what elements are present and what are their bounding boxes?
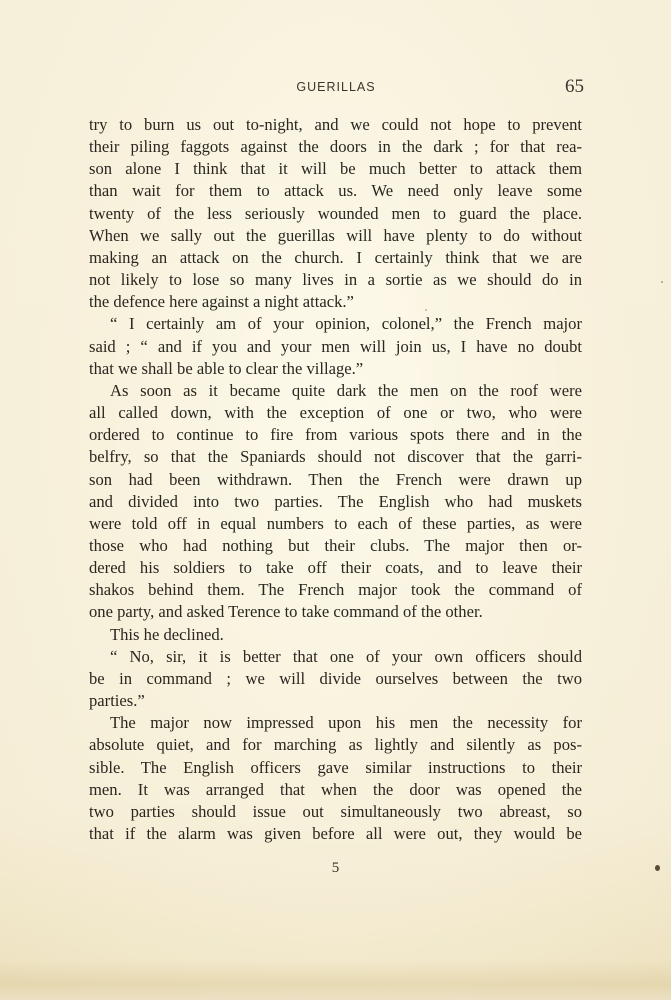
text-line: dered his soldiers to take off their coats, and to leave their — [89, 558, 582, 578]
text-line: parties.” — [89, 691, 145, 711]
text-line: that we shall be able to clear the village.” — [89, 358, 364, 378]
text-line: The major now impressed upon his men the necessity for — [110, 713, 582, 733]
text-line: the defence here against a night attack.” — [89, 292, 354, 312]
paper-speck — [655, 865, 660, 871]
text-line: son alone I think that it will be much better to attack them — [89, 159, 582, 179]
text-line: sible. The English officers gave similar instructions to their — [89, 757, 582, 777]
text-line: twenty of the less seriously wounded men to guard the place. — [89, 203, 582, 223]
page-number: 65 — [565, 76, 584, 97]
signature-mark: 5 — [331, 860, 340, 876]
text-line: two parties should issue out simultaneously two abreast, so — [89, 801, 582, 821]
text-line: “ I certainly am of your opinion, colonel,” the French major — [110, 314, 582, 334]
running-title: GUERILLAS — [296, 80, 376, 94]
text-line: making an attack on the church. I certainly think that we are — [89, 247, 582, 267]
text-line: were told off in equal numbers to each of these parties, as were — [89, 513, 582, 533]
text-line: son had been withdrawn. Then the French were drawn up — [89, 469, 582, 489]
text-line: and divided into two parties. The English who had muskets — [89, 491, 582, 511]
text-line: absolute quiet, and for marching as lightly and silently as pos- — [89, 735, 582, 755]
text-line: that if the alarm was given before all were out, they would be — [89, 824, 582, 843]
text-line: As soon as it became quite dark the men on the roof were — [110, 380, 582, 400]
text-line: “ No, sir, it is better that one of your own officers should — [110, 646, 582, 666]
text-line: their piling faggots against the doors in the dark ; for that rea- — [89, 137, 582, 157]
text-line: men. It was arranged that when the door was opened the — [89, 779, 582, 799]
text-line: ordered to continue to fire from various spots there and in the — [89, 425, 582, 445]
text-line: This he declined. — [110, 624, 224, 644]
text-line: shakos behind them. The French major took the command of — [89, 580, 582, 600]
text-line: try to burn us out to-night, and we could not hope to prevent — [89, 115, 582, 134]
text-line: one party, and asked Terence to take command of the other. — [89, 602, 483, 622]
text-line: all called down, with the exception of one or two, who were — [89, 403, 582, 423]
body-text — [89, 114, 582, 845]
paper-speck — [425, 309, 427, 311]
text-line: belfry, so that the Spaniards should not discover that the garri- — [89, 447, 582, 467]
text-line: not likely to lose so many lives in a sortie as we should do in — [89, 270, 582, 290]
text-line: those who had nothing but their clubs. The major then or- — [89, 535, 582, 555]
text-line: When we sally out the guerillas will have plenty to do without — [89, 225, 582, 245]
text-line: said ; “ and if you and your men will join us, I have no doubt — [89, 336, 582, 356]
page-bottom-shadow — [0, 960, 671, 1000]
running-head — [88, 76, 584, 100]
text-line: be in command ; we will divide ourselves between the two — [89, 668, 582, 688]
paper-speck — [661, 281, 663, 283]
text-line: than wait for them to attack us. We need only leave some — [89, 181, 582, 201]
